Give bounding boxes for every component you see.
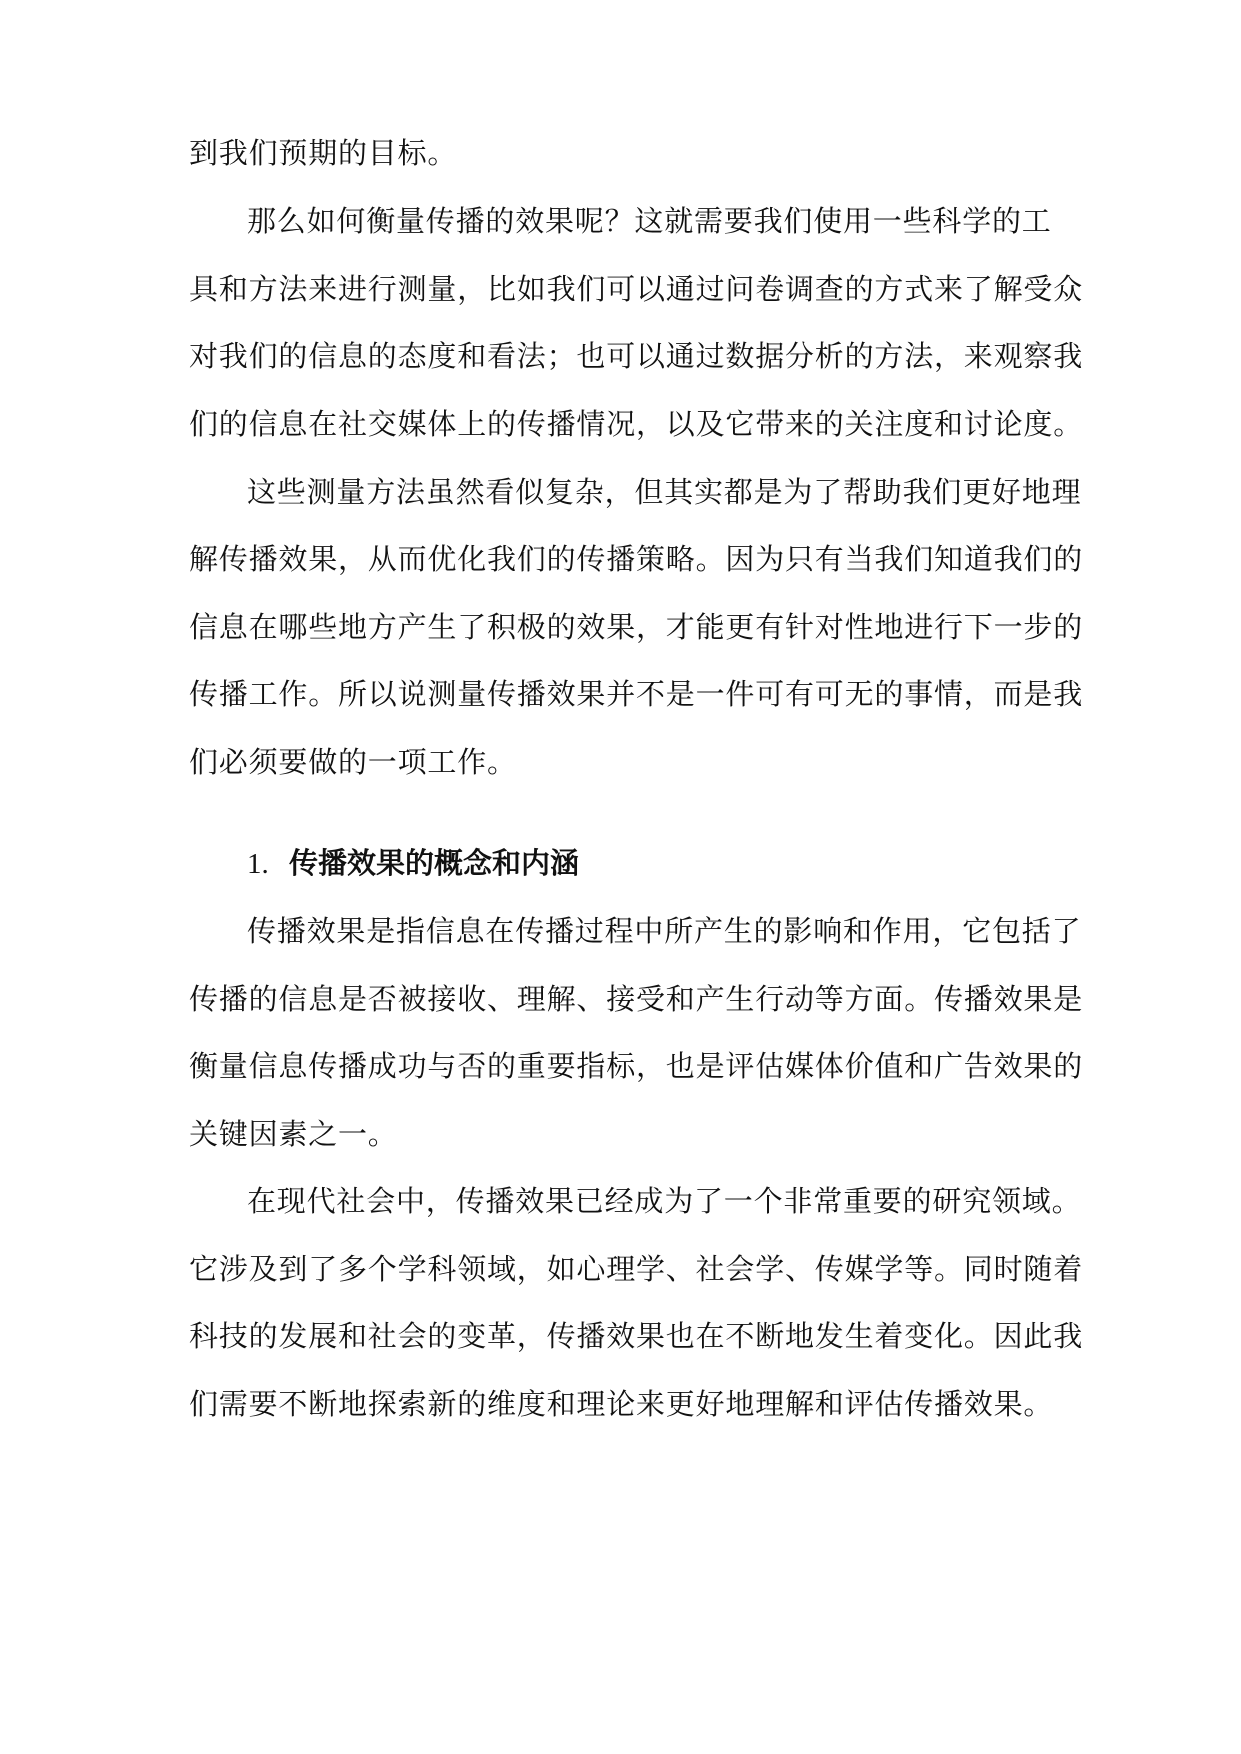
text-line: 解传播效果，从而优化我们的传播策略。因为只有当我们知道我们的	[189, 542, 1084, 576]
text-line: 们需要不断地探索新的维度和理论来更好地理解和评估传播效果。	[189, 1387, 1054, 1421]
text-line: 传播效果是指信息在传播过程中所产生的影响和作用，它包括了	[247, 914, 1082, 948]
text-line: 关键因素之一。	[189, 1117, 398, 1151]
text-line: 到我们预期的目标。	[189, 136, 458, 170]
text-line: 们必须要做的一项工作。	[189, 745, 517, 779]
section-title: 传播效果的概念和内涵	[289, 846, 580, 880]
section-number: 1.	[247, 848, 269, 880]
text-line: 们的信息在社交媒体上的传播情况，以及它带来的关注度和讨论度。	[189, 407, 1084, 441]
text-line: 这些测量方法虽然看似复杂，但其实都是为了帮助我们更好地理	[247, 475, 1082, 509]
text-line: 在现代社会中，传播效果已经成为了一个非常重要的研究领域。	[247, 1184, 1082, 1218]
text-line: 那么如何衡量传播的效果呢？这就需要我们使用一些科学的工	[247, 204, 1052, 238]
section-heading	[247, 843, 579, 884]
text-line: 科技的发展和社会的变革，传播效果也在不断地发生着变化。因此我	[189, 1319, 1084, 1353]
text-line: 它涉及到了多个学科领域，如心理学、社会学、传媒学等。同时随着	[189, 1252, 1084, 1286]
text-line: 传播工作。所以说测量传播效果并不是一件可有可无的事情，而是我	[189, 677, 1084, 711]
text-line: 具和方法来进行测量，比如我们可以通过问卷调查的方式来了解受众	[189, 272, 1084, 306]
text-line: 对我们的信息的态度和看法；也可以通过数据分析的方法，来观察我	[189, 339, 1084, 373]
text-line: 传播的信息是否被接收、理解、接受和产生行动等方面。传播效果是	[189, 982, 1084, 1016]
text-line: 信息在哪些地方产生了积极的效果，才能更有针对性地进行下一步的	[189, 610, 1084, 644]
text-line: 衡量信息传播成功与否的重要指标，也是评估媒体价值和广告效果的	[189, 1049, 1084, 1083]
